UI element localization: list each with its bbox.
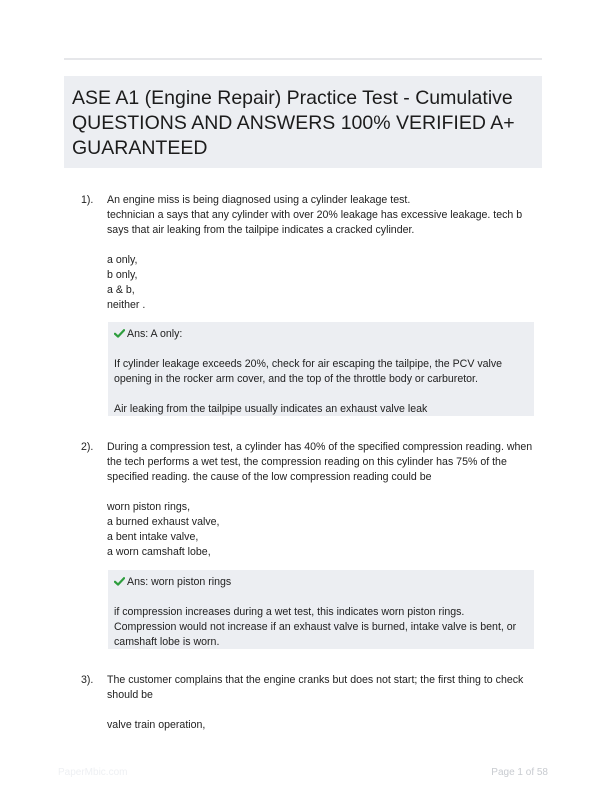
question-stem-line: technician a says that any cylinder with over 20% leakage has excessive leakage. tech b (107, 209, 523, 221)
document-title: ASE A1 (Engine Repair) Practice Test - Cumulative QUESTIONS AND ANSWERS 100% VERIFIED A+ GUARANTEED (72, 87, 515, 159)
answer-option: b only, (107, 269, 138, 281)
question-number: 3). (81, 674, 94, 686)
answer-option: a & b, (107, 284, 135, 296)
answer-option: a worn camshaft lobe, (107, 546, 211, 558)
answer-label: Ans: A only: (127, 328, 183, 340)
explanation-line: camshaft lobe is worn. (114, 636, 220, 648)
answer-label: Ans: worn piston rings (127, 576, 232, 588)
question-body (107, 440, 543, 560)
question-stem-line: During a compression test, a cylinder has 40% of the specified compression reading. when (107, 441, 533, 453)
answer-option: neither . (107, 299, 146, 311)
footer-watermark: PaperMbic.com (58, 767, 128, 778)
explanation-line: Air leaking from the tailpipe usually indicates an exhaust valve leak (114, 403, 428, 415)
answer-heading (114, 575, 526, 590)
question-number: 1). (81, 194, 94, 206)
explanation-line: Compression would not increase if an exhaust valve is burned, intake valve is bent, or (114, 621, 517, 633)
answer-heading (114, 327, 526, 342)
question-body (107, 673, 543, 733)
page-number: Page 1 of 58 (491, 767, 548, 778)
question-number: 2). (81, 441, 94, 453)
explanation-line: opening in the rocker arm cover, and the top of the throttle body or carburetor. (114, 373, 478, 385)
question-stem-line: specified reading. the cause of the low compression reading could be (107, 471, 432, 483)
explanation-line: If cylinder leakage exceeds 20%, check for air escaping the tailpipe, the PCV valve (114, 358, 503, 370)
answer-option: valve train operation, (107, 719, 206, 731)
question-body (107, 193, 543, 313)
check-icon (114, 329, 125, 338)
check-icon (114, 577, 125, 586)
explanation-line: if compression increases during a wet test, this indicates worn piston rings. (114, 606, 465, 618)
title-banner (64, 76, 542, 168)
answer-option: a only, (107, 254, 138, 266)
answer-panel-2 (108, 570, 534, 649)
question-stem-line: says that air leaking from the tailpipe indicates a cracked cylinder. (107, 224, 415, 236)
top-divider (64, 58, 542, 60)
answer-panel-1 (108, 322, 534, 416)
question-stem-line: The customer complains that the engine cranks but does not start; the first thing to check (107, 674, 524, 686)
answer-option: a burned exhaust valve, (107, 516, 220, 528)
question-stem-line: An engine miss is being diagnosed using a cylinder leakage test. (107, 194, 411, 206)
question-stem-line: the tech performs a wet test, the compression reading on this cylinder has 75% of the (107, 456, 507, 468)
question-stem-line: should be (107, 689, 153, 701)
answer-option: worn piston rings, (107, 501, 191, 513)
answer-option: a bent intake valve, (107, 531, 199, 543)
